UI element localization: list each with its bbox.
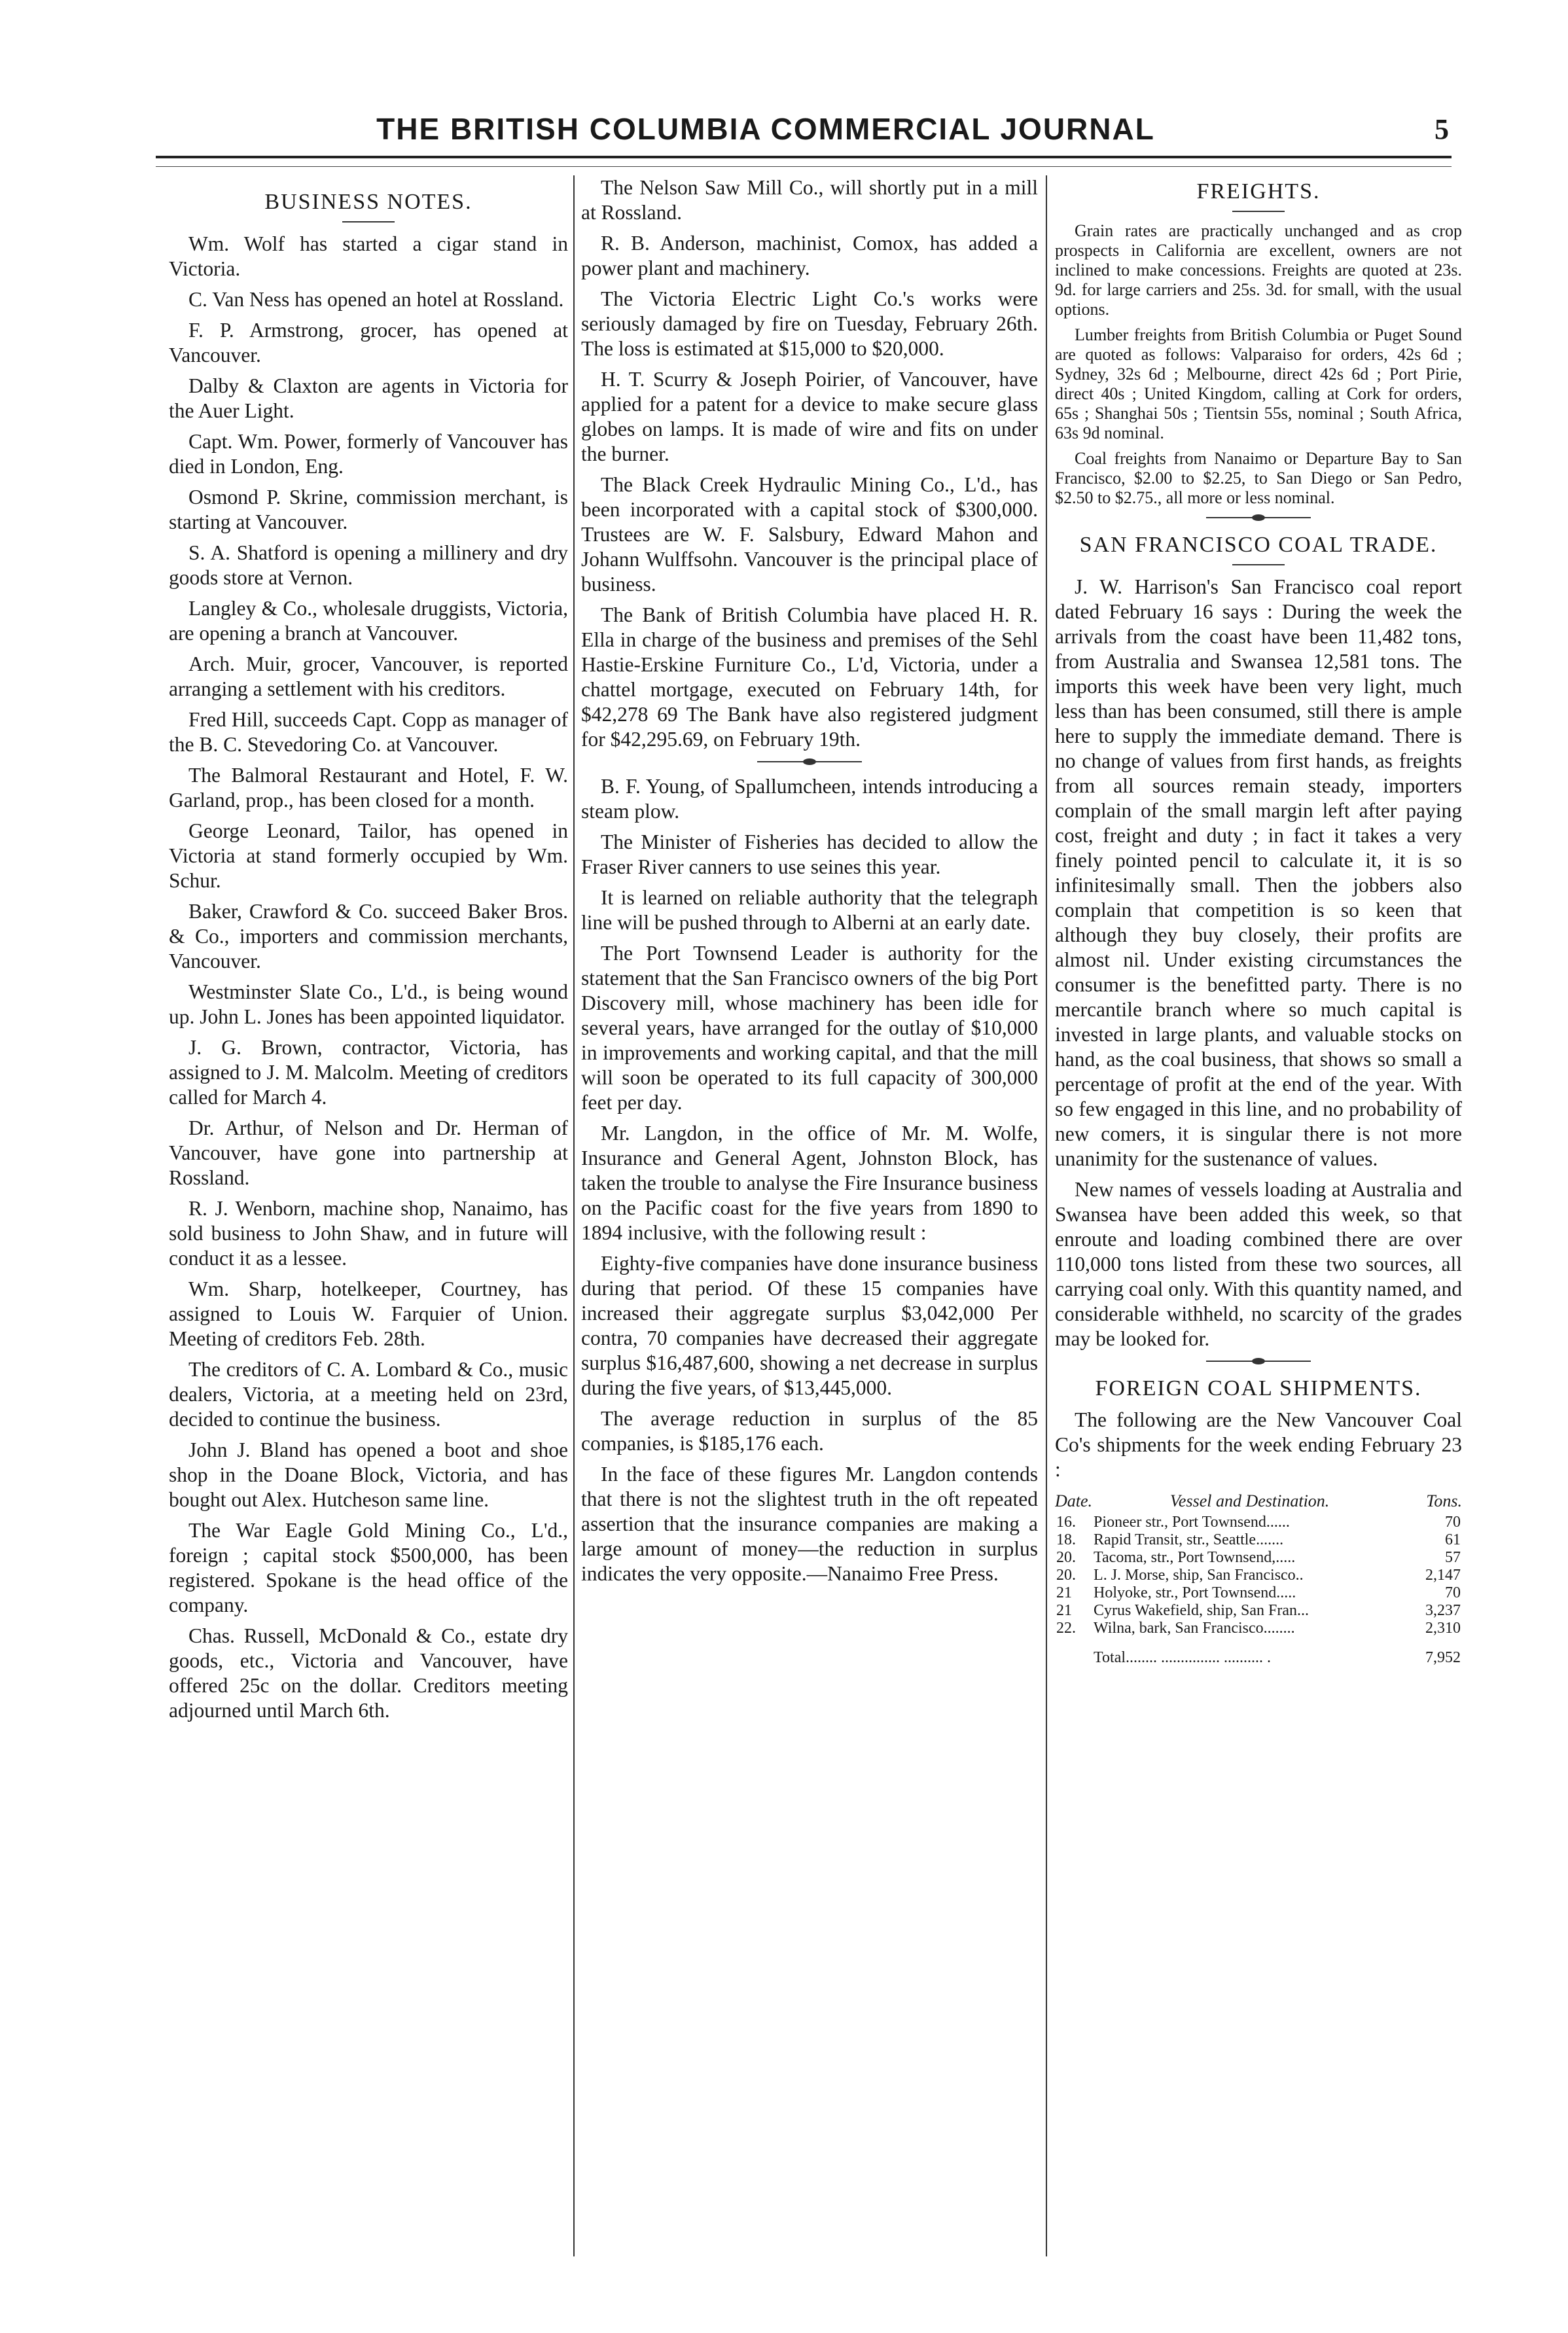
business-note: Capt. Wm. Power, formerly of Vancouver has died in London, Eng. — [169, 430, 568, 478]
shipment-row — [1055, 1549, 1462, 1567]
heading-rule — [1232, 211, 1285, 212]
page-number: 5 — [1434, 113, 1449, 145]
column-rule — [573, 175, 575, 2256]
section-divider — [1206, 1361, 1311, 1362]
shipment-vessel: Holyoke, str., Port Townsend..... — [1094, 1584, 1296, 1601]
business-note: Dr. Arthur, of Nelson and Dr. Herman of Vancouver, have gone into partnership at Rossland. — [169, 1116, 568, 1189]
coal-trade-paragraph: New names of vessels loading at Australia and Swansea have been added this week, so that enroute and loading combined there are over 110,000 tons listed from these two sources, all carrying coal only. With this quantity named, and considerable withheld, no scarcity of the grades may be looked for. — [1055, 1178, 1462, 1350]
shipment-vessel: Cyrus Wakefield, ship, San Fran... — [1094, 1602, 1309, 1619]
shipment-row — [1055, 1531, 1462, 1549]
shipment-date: 18. — [1056, 1531, 1076, 1548]
business-note: J. G. Brown, contractor, Victoria, has assigned to J. M. Malcolm. Meeting of creditors called for March 4. — [169, 1036, 568, 1109]
freights-list — [1055, 221, 1462, 508]
shipment-row — [1055, 1602, 1462, 1620]
business-note: C. Van Ness has opened an hotel at Rossland. — [188, 288, 564, 311]
section-divider — [1206, 517, 1311, 518]
business-note: John J. Bland has opened a boot and shoe shop in the Doane Block, Victoria, and has bought out Alex. Hutcheson same line. — [169, 1438, 568, 1511]
header-rule-thin — [156, 166, 1452, 167]
freights-heading: FREIGHTS. — [1196, 179, 1321, 204]
business-note: Dalby & Claxton are agents in Victoria for the Auer Light. — [169, 374, 568, 422]
shipments-heading: FOREIGN COAL SHIPMENTS. — [1095, 1376, 1422, 1400]
business-note: Osmond P. Skrine, commission merchant, is starting at Vancouver. — [169, 486, 568, 533]
shipment-row — [1055, 1620, 1462, 1637]
shipments-intro: The following are the New Vancouver Coal Co's shipments for the week ending February 23 : — [1055, 1408, 1462, 1481]
news-item: The Victoria Electric Light Co.'s works were seriously damaged by fire on Tuesday, February 26th. The loss is estimated at $15,000 to $20,000. — [581, 287, 1038, 360]
shipment-date: 20. — [1056, 1567, 1076, 1584]
col-date-header: Date. — [1055, 1491, 1093, 1510]
freights-paragraph: Lumber freights from British Columbia or Puget Sound are quoted as follows: Valparaiso for orders, 42s 6d ; Sydney, 32s 6d ; Melbourne, direct 42s 6d ; Port Pirie, direct 40s ; United Kingdom, calling at Cork for orders, 65s ; Shanghai 50s ; Tientsin 55s, nominal ; South Africa, 63s 9d nominal. — [1055, 325, 1462, 442]
business-note: Fred Hill, succeeds Capt. Copp as manager of the B. C. Stevedoring Co. at Vancouver. — [169, 708, 568, 756]
news-item: Eighty-five companies have done insurance business during that period. Of these 15 companies have increased their aggregate surplus $3,042,000 Per contra, 70 companies have decreased their aggregate surplus $16,487,600, showing a net decrease in surplus during the five years, of $13,445,000. — [581, 1252, 1038, 1399]
business-note: S. A. Shatford is opening a millinery and dry goods store at Vernon. — [169, 541, 568, 589]
coal-trade-heading: SAN FRANCISCO COAL TRADE. — [1079, 533, 1438, 557]
news-item: In the face of these figures Mr. Langdon contends that there is not the slightest truth in the oft repeated assertion that the insurance companies are making a large amount of money—the reduction in surplus indicates the very opposite.—Nanaimo Free Press. — [581, 1463, 1038, 1585]
business-note: George Leonard, Tailor, has opened in Victoria at stand formerly occupied by Wm. Schur. — [169, 819, 568, 892]
news-item: B. F. Young, of Spallumcheen, intends introducing a steam plow. — [581, 775, 1038, 823]
column-rule — [1046, 175, 1047, 2256]
freights-paragraph: Coal freights from Nanaimo or Departure Bay to San Francisco, $2.00 to $2.25, to San Diego or San Pedro, $2.50 to $2.75., all more or less nominal. — [1055, 449, 1462, 507]
shipment-vessel: Rapid Transit, str., Seattle....... — [1094, 1531, 1284, 1548]
column-freights-coal — [1055, 175, 1462, 2296]
news-item: The average reduction in surplus of the 85 companies, is $185,176 each. — [581, 1407, 1038, 1455]
business-note: The creditors of C. A. Lombard & Co., music dealers, Victoria, at a meeting held on 23rd, decided to continue the business. — [169, 1358, 568, 1431]
col-vessel-header: Vessel and Destination. — [1169, 1491, 1330, 1510]
shipment-tons: 2,147 — [1425, 1567, 1461, 1584]
heading-rule — [1232, 564, 1285, 565]
business-note: Wm. Sharp, hotelkeeper, Courtney, has assigned to Louis W. Farquier of Union. Meeting of creditors Feb. 28th. — [169, 1277, 568, 1350]
business-notes-heading: BUSINESS NOTES. — [264, 190, 472, 214]
shipment-tons: 3,237 — [1425, 1602, 1461, 1619]
business-note: Langley & Co., wholesale druggists, Victoria, are opening a branch at Vancouver. — [169, 597, 568, 645]
business-note: Wm. Wolf has started a cigar stand in Victoria. — [169, 232, 568, 280]
shipment-vessel: Wilna, bark, San Francisco........ — [1094, 1620, 1295, 1637]
header-rule — [156, 156, 1452, 158]
total-value: 7,952 — [1425, 1649, 1461, 1666]
business-note: F. P. Armstrong, grocer, has opened at Vancouver. — [169, 319, 568, 366]
business-note: Arch. Muir, grocer, Vancouver, is reported arranging a settlement with his creditors. — [169, 652, 568, 700]
shipment-vessel: L. J. Morse, ship, San Francisco.. — [1094, 1567, 1304, 1584]
shipment-date: 21 — [1056, 1584, 1072, 1601]
business-note: R. J. Wenborn, machine shop, Nanaimo, has sold business to John Shaw, and in future will conduct it as a lessee. — [169, 1197, 568, 1270]
heading-rule — [342, 221, 395, 223]
shipment-date: 22. — [1056, 1620, 1076, 1637]
news-item: The Bank of British Columbia have placed H. R. Ella in charge of the business and premises of the Sehl Hastie-Erskine Furniture Co., L'd, Victoria, under a chattel mortgage, executed on February 14th, for $42,278 69 The Bank have also registered judgment for $42,295.69, on February 19th. — [581, 603, 1038, 751]
coal-trade-list — [1055, 575, 1462, 1351]
shipment-vessel: Pioneer str., Port Townsend...... — [1094, 1514, 1290, 1531]
business-note: Chas. Russell, McDonald & Co., estate dry goods, etc., Victoria and Vancouver, have offered 25c on the dollar. Creditors meeting adjourned until March 6th. — [169, 1624, 568, 1722]
coal-trade-paragraph: J. W. Harrison's San Francisco coal report dated February 16 says : During the week the arrivals from the coast have been 11,482 tons, from Australia and Swansea 12,581 tons. The imports this week have been very light, much less than has been consumed, still there is ample here to supply the immediate demand. There is no change of values from first hands, as freights from all sources remain steady, importers complain of the small margin left after paying cost, freight and duty ; in fact it takes a very finely pointed pencil to calculate it, it is so infinitesimally small. Then the jobbers also complain that competition is so keen that although they buy closely, their profits are almost nil. Under existing circumstances the consumer is the benefitted party. There is no mercantile branch where so much capital is invested in large plants, and valuable stocks on hand, as the coal business, that shows so small a percentage of profit at the end of the year. With so few engaged in this line, and no probability of new comers, it is singular there is not more unanimity for the sustenance of values. — [1055, 575, 1462, 1170]
news-item: Mr. Langdon, in the office of Mr. M. Wolfe, Insurance and General Agent, Johnston Block, has taken the trouble to analyse the Fire Insurance business on the Pacific coast for the five years from 1890 to 1894 inclusive, with the following result : — [581, 1122, 1038, 1244]
masthead-title: THE BRITISH COLUMBIA COMMERCIAL JOURNAL — [376, 112, 1155, 146]
freights-paragraph: Grain rates are practically unchanged and as crop prospects in California are excellent, owners are not inclined to make concessions. Freights are quoted at 23s. 9d. for large carriers and 25s. 3d. for small, with the usual options. — [1055, 221, 1462, 319]
shipment-vessel: Tacoma, str., Port Townsend,..... — [1094, 1549, 1296, 1566]
shipment-date: 20. — [1056, 1549, 1076, 1566]
shipments-table — [1055, 1488, 1462, 1667]
middle-section-1 — [581, 175, 1038, 752]
news-item: The Port Townsend Leader is authority for the statement that the San Francisco owners of the big Port Discovery mill, whose machinery has been idle for several years, have arranged for the outlay of $10,000 in improvements and working capital, and that the mill will soon be operated to its full capacity of 300,000 feet per day. — [581, 942, 1038, 1114]
shipment-date: 21 — [1056, 1602, 1072, 1619]
shipments-body — [1055, 1514, 1462, 1637]
business-note: Baker, Crawford & Co. succeed Baker Bros. & Co., importers and commission merchants, Vancouver. — [169, 900, 568, 972]
business-note: The Balmoral Restaurant and Hotel, F. W. Garland, prop., has been closed for a month. — [169, 764, 568, 811]
shipment-row — [1055, 1567, 1462, 1584]
shipment-tons: 70 — [1445, 1514, 1461, 1531]
column-middle — [581, 175, 1038, 2296]
middle-section-2 — [581, 774, 1038, 1586]
news-item: H. T. Scurry & Joseph Poirier, of Vancouver, have applied for a patent for a device to make secure glass globes on lamps. It is made of wire and fits on under the burner. — [581, 368, 1038, 465]
shipment-tons: 70 — [1445, 1584, 1461, 1601]
news-item: The Minister of Fisheries has decided to allow the Fraser River canners to use seines this year. — [581, 830, 1038, 878]
shipment-tons: 57 — [1445, 1549, 1461, 1566]
shipment-tons: 61 — [1445, 1531, 1461, 1548]
news-item: The Nelson Saw Mill Co., will shortly put in a mill at Rossland. — [581, 176, 1038, 224]
business-notes-list — [169, 232, 568, 1723]
shipment-date: 16. — [1056, 1514, 1076, 1531]
news-item: It is learned on reliable authority that the telegraph line will be pushed through to Alberni at an early date. — [581, 886, 1038, 934]
column-business-notes — [169, 175, 568, 2296]
section-divider — [757, 761, 862, 762]
shipment-row — [1055, 1514, 1462, 1531]
business-note: Westminster Slate Co., L'd., is being wound up. John L. Jones has been appointed liquidator. — [169, 980, 568, 1028]
col-tons-header: Tons. — [1426, 1491, 1462, 1510]
shipment-tons: 2,310 — [1425, 1620, 1461, 1637]
news-item: R. B. Anderson, machinist, Comox, has added a power plant and machinery. — [581, 232, 1038, 279]
shipment-row — [1055, 1584, 1462, 1602]
total-label: Total........ ............... .......... . — [1094, 1649, 1272, 1666]
news-item: The Black Creek Hydraulic Mining Co., L'd., has been incorporated with a capital stock of $300,000. Trustees are W. F. Salsbury, Edward Mahon and Johann Wulffsohn. Vancouver is the principal place of business. — [581, 473, 1038, 596]
business-note: The War Eagle Gold Mining Co., L'd., foreign ; capital stock $500,000, has been registered. Spokane is the head office of the company. — [169, 1519, 568, 1616]
shipments-total-row — [1055, 1637, 1462, 1667]
